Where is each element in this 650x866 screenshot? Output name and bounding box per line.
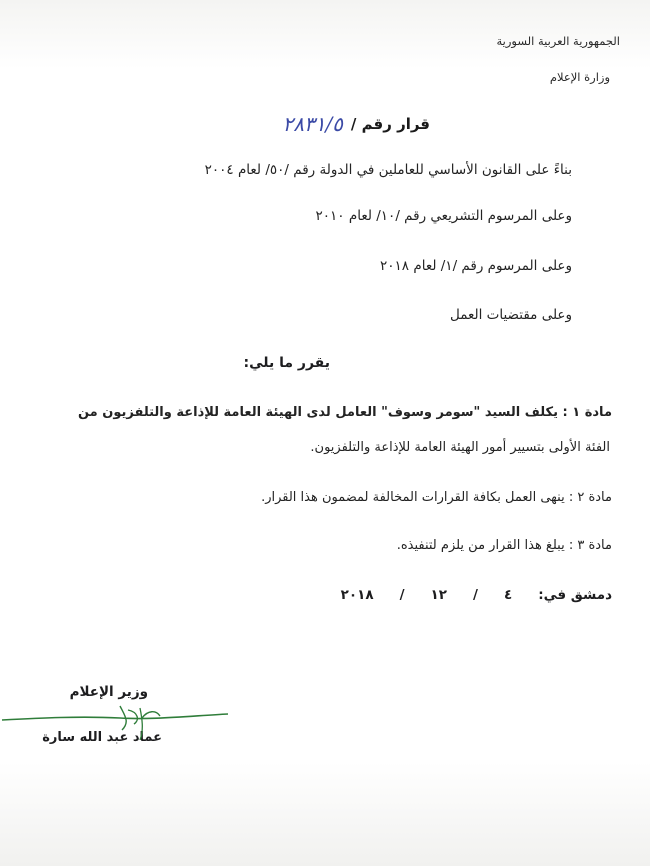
decision-number: ٢٨٣١/٥ xyxy=(282,112,343,136)
preamble-line-4: وعلى مقتضيات العمل xyxy=(449,307,572,323)
signature-title: وزير الإعلام xyxy=(69,684,148,700)
date-line xyxy=(341,587,612,603)
date-separator: / xyxy=(473,587,478,603)
preamble-line-1: بناءً على القانون الأساسي للعاملين في الدولة رقم /٥٠/ لعام ٢٠٠٤ xyxy=(204,162,572,178)
date-month: ١٢ xyxy=(430,587,448,603)
date-label: دمشق في: xyxy=(538,587,612,603)
preamble-line-2: وعلى المرسوم التشريعي رقم /١٠/ لعام ٢٠١٠ xyxy=(315,208,572,224)
article-3: مادة ٣ : يبلغ هذا القرار من يلزم لتنفيذه. xyxy=(396,538,612,553)
article-1-line-1: مادة ١ : يكلف السيد "سومر وسوف" العامل لدى الهيئة العامة للإذاعة والتلفزيون من xyxy=(77,405,612,420)
header-ministry: وزارة الإعلام xyxy=(549,70,610,84)
header-republic: الجمهورية العربية السورية xyxy=(496,34,620,48)
date-day: ٤ xyxy=(503,587,513,603)
article-1-line-2: الفئة الأولى بتسيير أمور الهيئة العامة للإذاعة والتلفزيون. xyxy=(310,440,610,455)
decision-label: قرار رقم / xyxy=(350,115,430,133)
decides-heading: يقرر ما يلي: xyxy=(243,355,330,371)
date-separator: / xyxy=(399,587,405,603)
article-2: مادة ٢ : ينهى العمل بكافة القرارات المخالفة لمضمون هذا القرار. xyxy=(261,490,612,505)
decision-heading xyxy=(282,112,430,136)
date-year: ٢٠١٨ xyxy=(340,587,374,603)
preamble-line-3: وعلى المرسوم رقم /١/ لعام ٢٠١٨ xyxy=(380,258,572,274)
handwritten-signature xyxy=(0,700,230,740)
signature-name: عماد عبد الله سارة xyxy=(42,730,162,745)
